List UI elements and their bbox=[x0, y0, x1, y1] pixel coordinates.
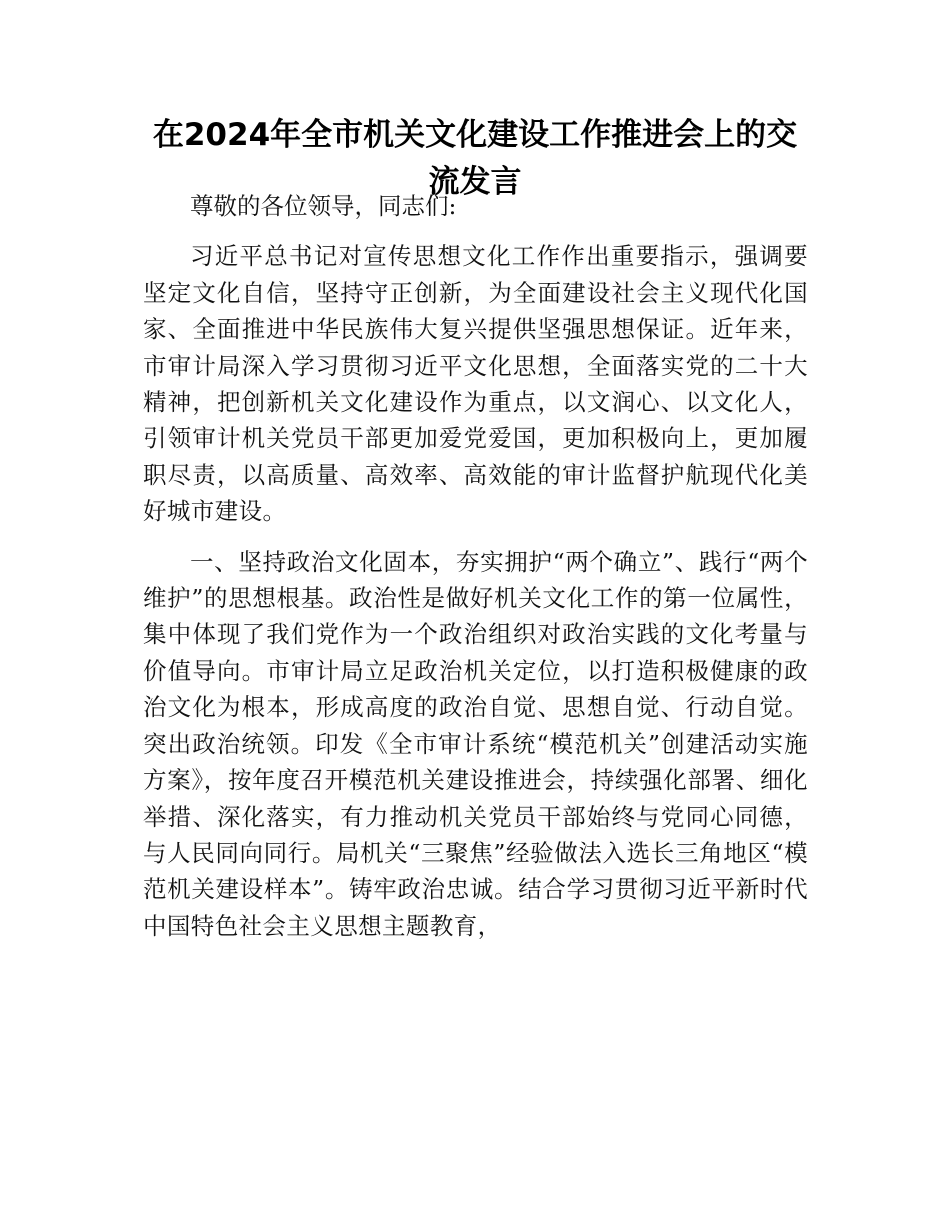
document-title: 在2024年全市机关文化建设工作推进会上的交流发言 bbox=[152, 117, 798, 200]
document-body bbox=[143, 188, 808, 958]
paragraph-section-one: 一、坚持政治文化固本，夯实拥护“两个确立”、践行“两个维护”的思想根基。政治性是做好机关文化工作的第一位属性，集中体现了我们党作为一个政治组织对政治实践的文化考量与价值导向。市审计局立足政治机关定位，以打造积极健康的政治文化为根本，形成高度的政治自觉、思想自觉、行动自觉。突出政治统领。印发《全市审计系统“模范机关”创建活动实施方案》，按年度召开模范机关建设推进会，持续强化部署、细化举措、深化落实，有力推动机关党员干部始终与党同心同德，与人民同向同行。局机关“三聚焦”经验做法入选长三角地区“模范机关建设样本”。铸牢政治忠诚。结合学习贯彻习近平新时代中国特色社会主义思想主题教育， bbox=[143, 547, 808, 940]
paragraph-intro: 习近平总书记对宣传思想文化工作作出重要指示，强调要坚定文化自信，坚持守正创新，为全面建设社会主义现代化国家、全面推进中华民族伟大复兴提供坚强思想保证。近年来，市审计局深入学习贯彻习近平文化思想，全面落实党的二十大精神，把创新机关文化建设作为重点，以文润心、以文化人，引领审计机关党员干部更加爱党爱国，更加积极向上，更加履职尽责，以高质量、高效率、高效能的审计监督护航现代化美好城市建设。 bbox=[143, 242, 808, 526]
salutation: 尊敬的各位领导，同志们: bbox=[190, 192, 457, 220]
